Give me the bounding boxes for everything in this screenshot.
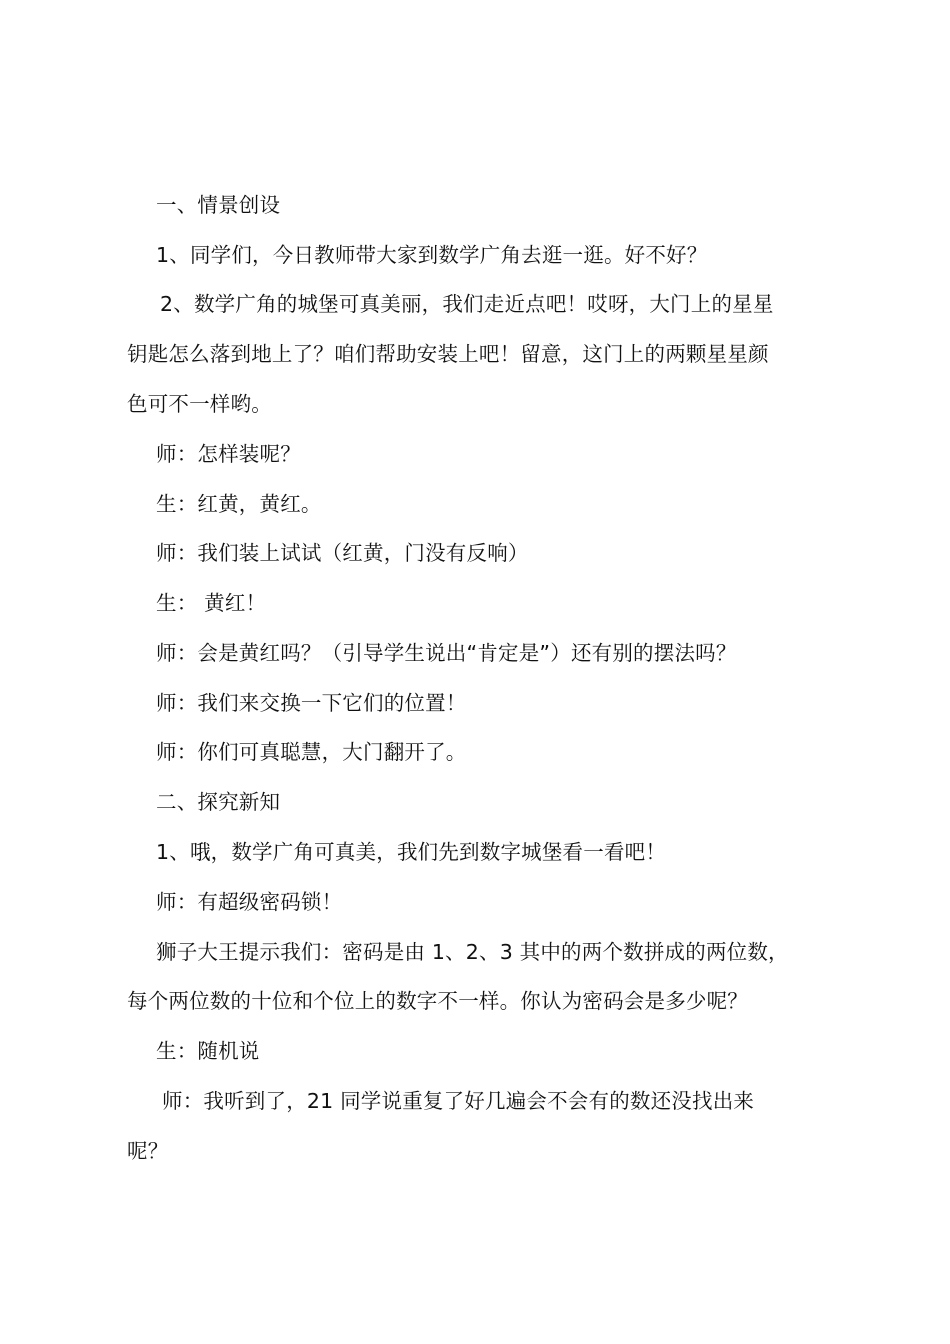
paragraph-line: 1、同学们，今日教师带大家到数学广角去逛一逛。好不好？ [156,243,708,267]
paragraph-line: 钥匙怎么落到地上了？咱们帮助安装上吧！留意，这门上的两颗星星颜 [127,342,769,366]
heading-explore: 二、探究新知 [156,790,281,814]
paragraph-line: 色可不一样哟。 [127,392,272,416]
dialogue-line: 生： 黄红！ [156,591,267,615]
dialogue-line: 师：怎样装呢？ [156,442,301,466]
paragraph-line: 每个两位数的十位和个位上的数字不一样。你认为密码会是多少呢？ [127,989,748,1013]
dialogue-line: 生：随机说 [156,1039,260,1063]
dialogue-line: 师：我听到了，21 同学说重复了好几遍会不会有的数还没找出来 [162,1089,755,1113]
dialogue-line: 师：我们装上试试（红黄，门没有反响） [156,541,529,565]
paragraph-line: 1、哦，数学广角可真美，我们先到数字城堡看一看吧！ [156,840,667,864]
dialogue-line: 师：有超级密码锁！ [156,890,343,914]
heading-scene-setting: 一、情景创设 [156,193,281,217]
dialogue-line: 师：你们可真聪慧，大门翻开了。 [156,740,467,764]
paragraph-line: 狮子大王提示我们：密码是由 1、2、3 其中的两个数拼成的两位数， [156,940,789,964]
dialogue-line: 师：会是黄红吗？（引导学生说出“肯定是”）还有别的摆法吗？ [156,641,737,665]
paragraph-line: 呢？ [127,1139,169,1163]
paragraph-line: 2、数学广角的城堡可真美丽，我们走近点吧！哎呀，大门上的星星 [160,292,774,316]
dialogue-line: 师：我们来交换一下它们的位置！ [156,691,467,715]
dialogue-line: 生：红黄，黄红。 [156,492,322,516]
